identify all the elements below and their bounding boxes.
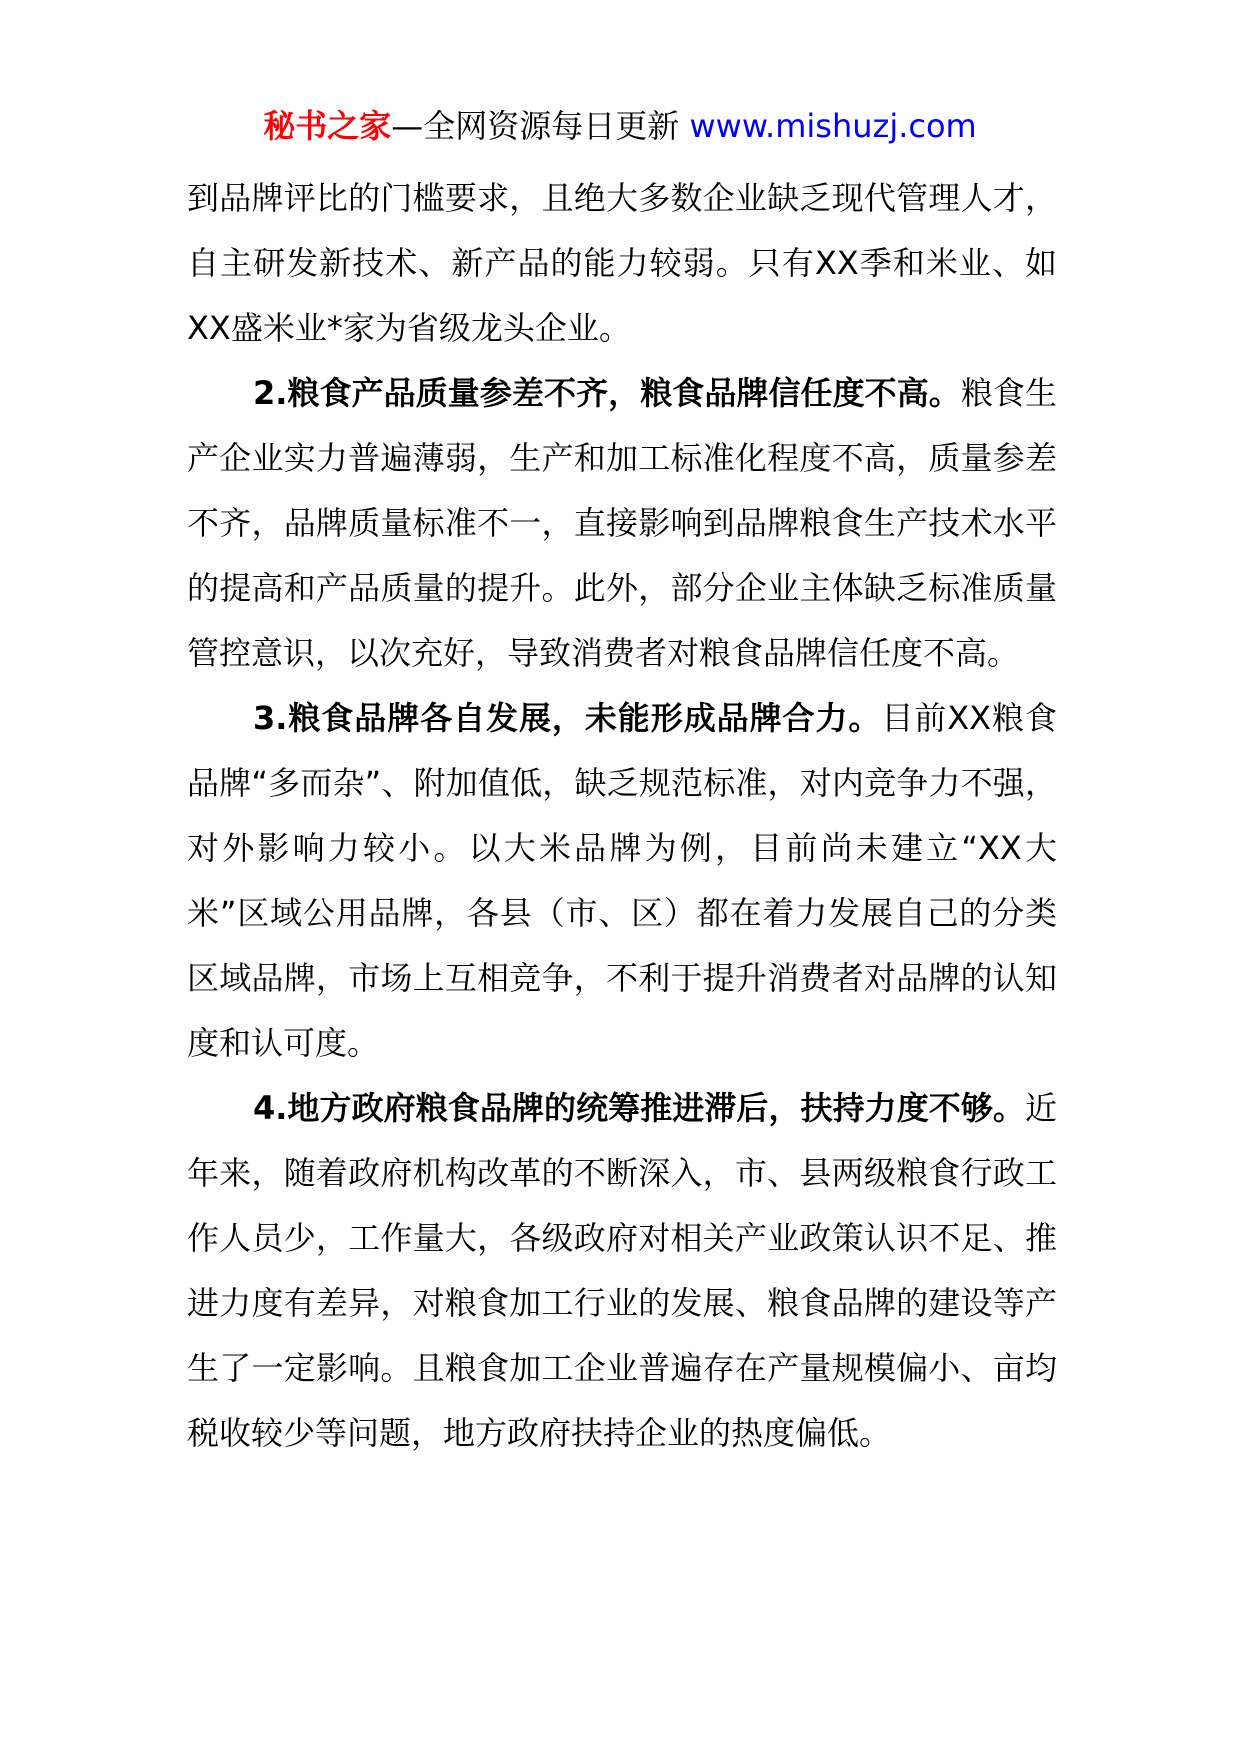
document-body: [187, 166, 1057, 1466]
paragraph-4: [187, 1076, 1057, 1466]
paragraph-text: 到品牌评比的门槛要求，且绝大多数企业缺乏现代管理人才，自主研发新技术、新产品的能力较弱。只有XX季和米业、如XX盛米业*家为省级龙头企业。: [187, 179, 1057, 347]
header-url-link[interactable]: www.mishuzj.com: [689, 107, 977, 145]
paragraph-heading: 4.地方政府粮食品牌的统筹推进滞后，扶持力度不够。: [253, 1089, 1025, 1127]
brand-name: 秘书之家: [263, 107, 392, 145]
paragraph-text: 粮食生产企业实力普遍薄弱，生产和加工标准化程度不高，质量参差不齐，品牌质量标准不一，直接影响到品牌粮食生产技术水平的提高和产品质量的提升。此外，部分企业主体缺乏标准质量管控意识，以次充好，导致消费者对粮食品牌信任度不高。: [187, 374, 1057, 672]
paragraph-continuation: [187, 166, 1057, 361]
paragraph-text: 近年来，随着政府机构改革的不断深入，市、县两级粮食行政工作人员少，工作量大，各级政府对相关产业政策认识不足、推进力度有差异，对粮食加工行业的发展、粮食品牌的建设等产生了一定影响。且粮食加工企业普遍存在产量规模偏小、亩均税收较少等问题，地方政府扶持企业的热度偏低。: [187, 1089, 1057, 1452]
paragraph-3: [187, 686, 1057, 1076]
paragraph-2: [187, 361, 1057, 686]
paragraph-text: 目前XX粮食品牌“多而杂”、附加值低，缺乏规范标准，对内竞争力不强，对外影响力较小。以大米品牌为例，目前尚未建立“XX大米”区域公用品牌，各县（市、区）都在着力发展自己的分类区域品牌，市场上互相竞争，不利于提升消费者对品牌的认知度和认可度。: [187, 699, 1057, 1062]
page-header: [0, 104, 1240, 148]
paragraph-heading: 3.粮食品牌各自发展，未能形成品牌合力。: [253, 699, 882, 737]
paragraph-heading: 2.粮食产品质量参差不齐，粮食品牌信任度不高。: [253, 374, 961, 412]
header-tagline: —全网资源每日更新: [391, 107, 690, 145]
